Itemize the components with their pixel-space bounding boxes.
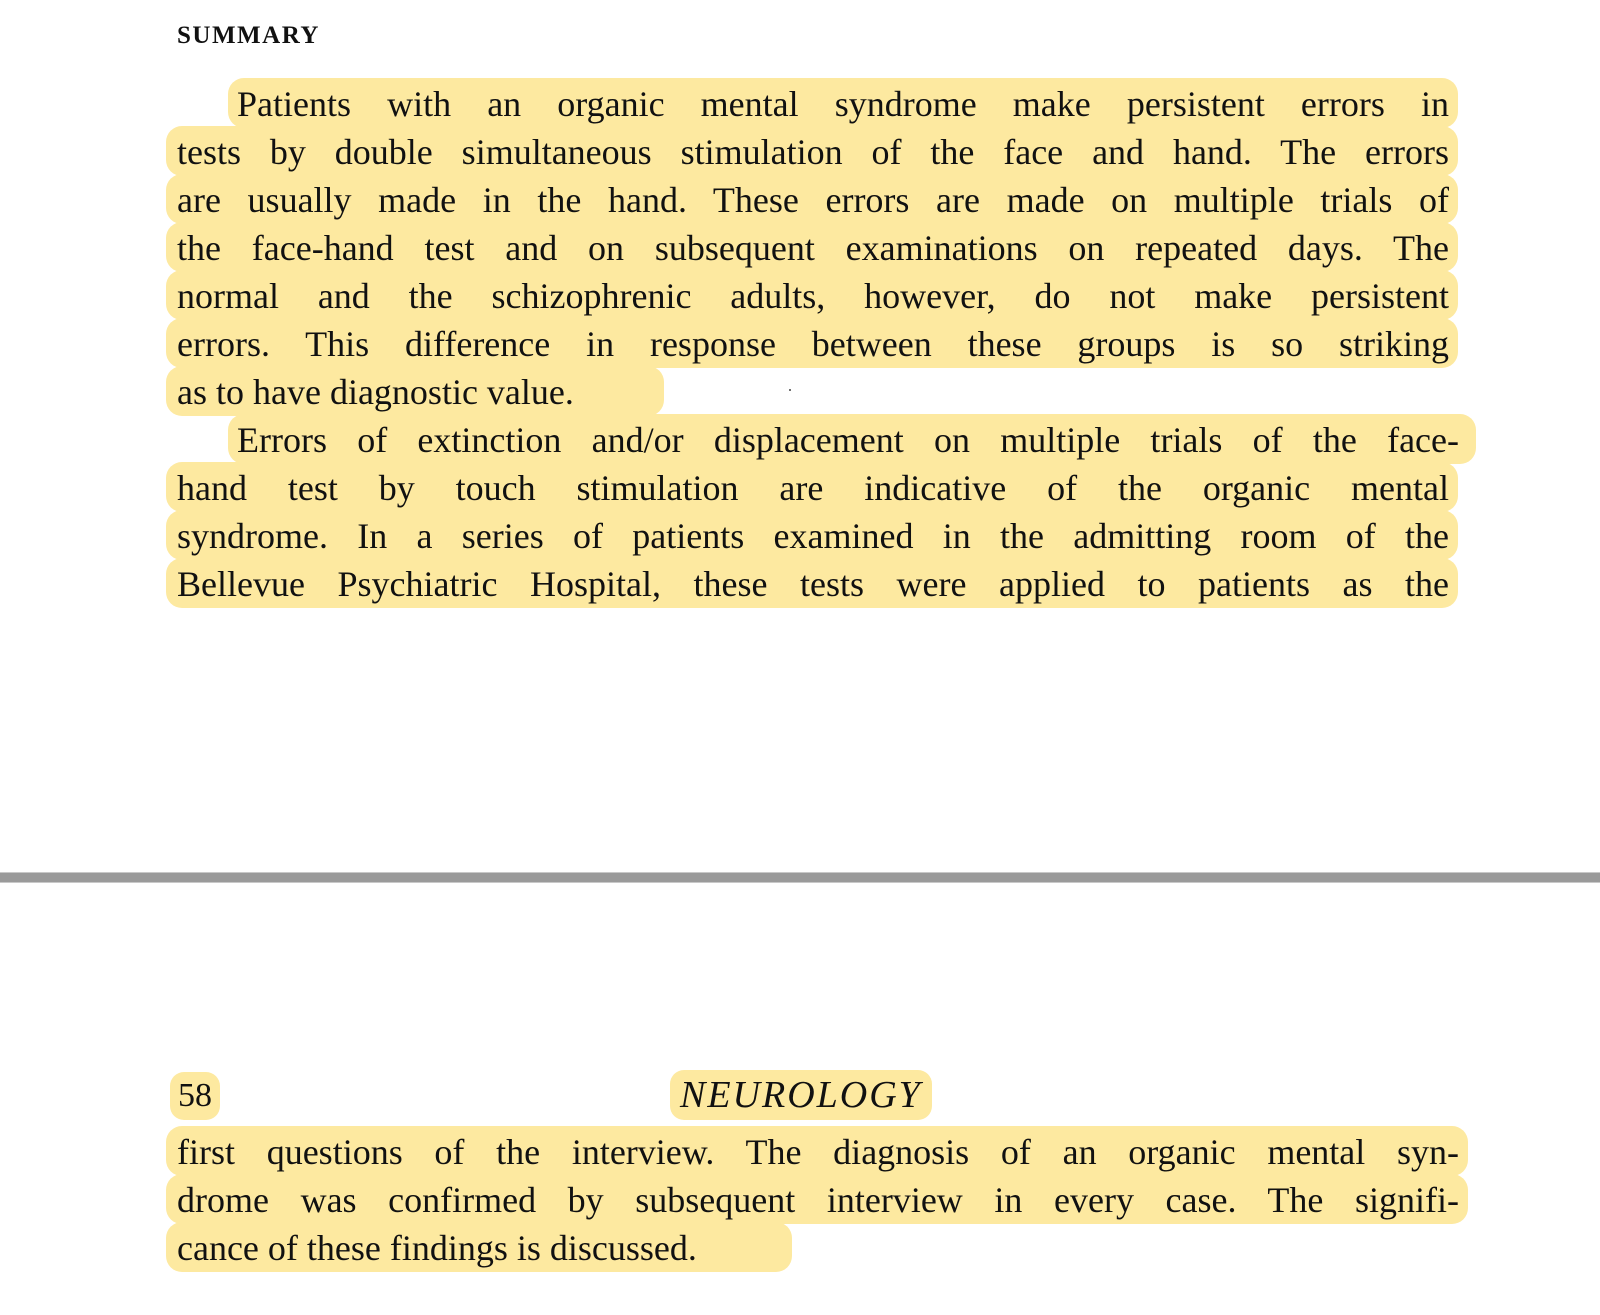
text-line: the face-hand test and on subsequent examinations on repeated days. The [177,228,1449,268]
page-divider [0,872,1600,883]
text-line: drome was confirmed by subsequent interview in every case. The signifi- [177,1180,1459,1220]
text-line: cance of these findings is discussed. [177,1228,697,1268]
text-line: Patients with an organic mental syndrome make persistent errors in [237,84,1449,124]
text-line: as to have diagnostic value. [177,372,574,412]
text-line: Bellevue Psychiatric Hospital, these tests were applied to patients as the [177,564,1449,604]
text-line: first questions of the interview. The diagnosis of an organic mental syn- [177,1132,1459,1172]
text-line: syndrome. In a series of patients examined in the admitting room of the [177,516,1449,556]
section-heading: SUMMARY [177,22,320,49]
text-line: are usually made in the hand. These errors are made on multiple trials of [177,180,1449,220]
text-line: tests by double simultaneous stimulation of the face and hand. The errors [177,132,1449,172]
text-line: hand test by touch stimulation are indicative of the organic mental [177,468,1449,508]
text-line: normal and the schizophrenic adults, however, do not make persistent [177,276,1449,316]
running-head: NEUROLOGY [670,1070,932,1120]
text-line: errors. This difference in response between these groups is so striking [177,324,1449,364]
text-line: Errors of extinction and/or displacement on multiple trials of the face- [237,420,1459,460]
stray-mark [789,389,791,391]
page-number: 58 [170,1072,220,1120]
